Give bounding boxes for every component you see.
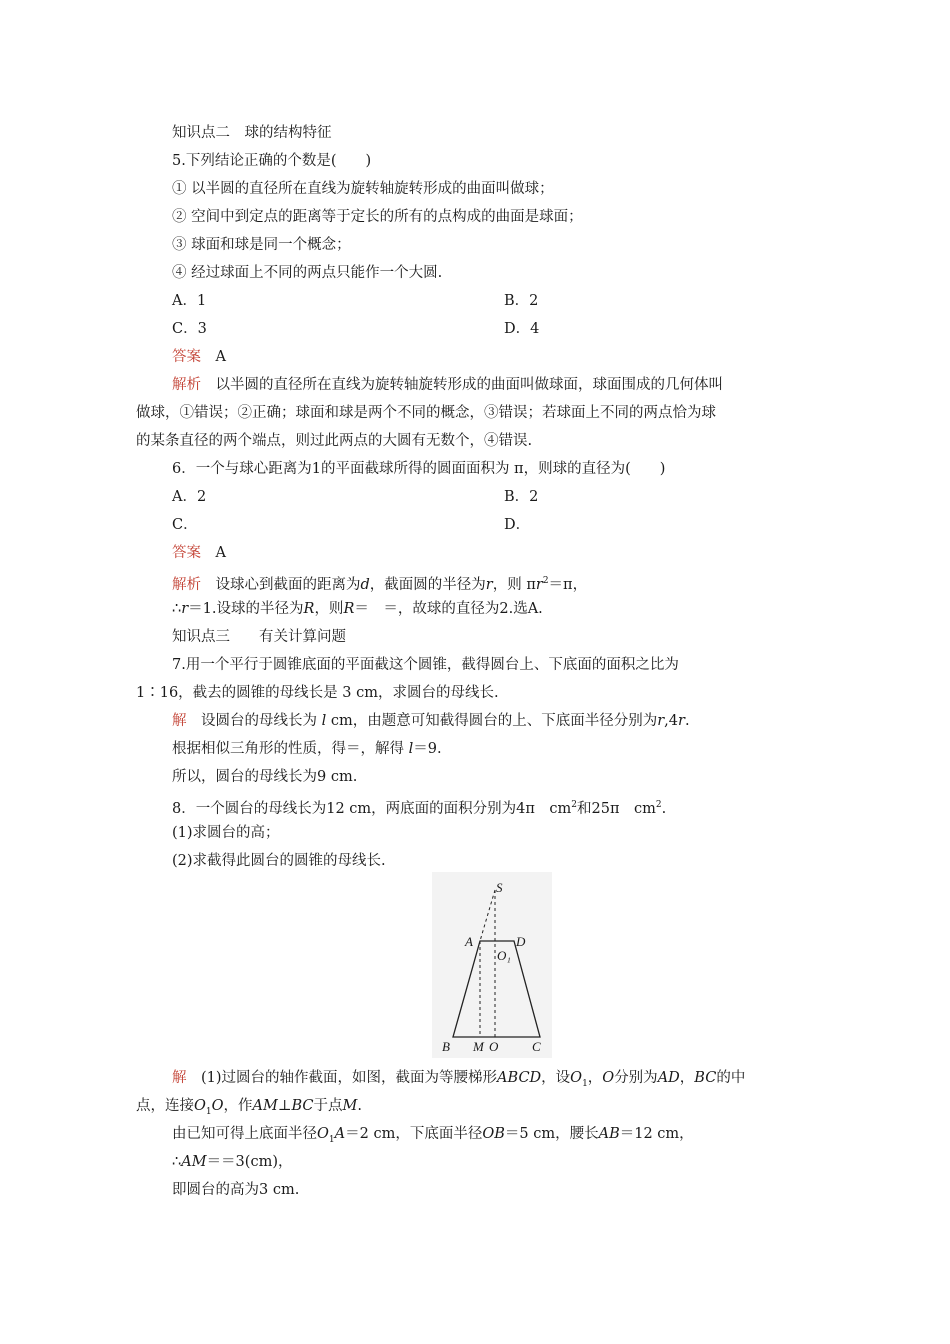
label-b: B — [442, 1039, 450, 1054]
answer-label: 答案 — [172, 545, 201, 561]
q8-solution-line-2: 点，连接$O_1O$，作AM⊥BC于点M. — [136, 1098, 362, 1117]
q6-answer — [172, 543, 226, 563]
section-heading-3: 知识点三 有关计算问题 — [172, 629, 346, 645]
q5-statement-3: ③ 球面和球是同一个概念； — [172, 237, 351, 253]
q5-option-d: D．4 — [504, 321, 540, 337]
q8-solution-line-1: 解 (1)过圆台的轴作截面，如图，截面为等腰梯形ABCD，设$O_1$，O分别为AD，BC的中 — [172, 1070, 746, 1089]
question-8-stem: 8．一个圆台的母线长为12 cm，两底面的面积分别为4π $cm^2$和25π $cm^2$. — [172, 800, 667, 817]
answer-label: 答案 — [172, 349, 201, 365]
q5-explanation-line-3: 的某条直径的两个端点，则过此两点的大圆有无数个，④错误. — [136, 433, 533, 449]
q6-option-c: C． — [172, 517, 198, 533]
question-6-stem: 6．一个与球心距离为1的平面截球所得的圆面面积为 π，则球的直径为( ) — [172, 461, 666, 477]
solution-label: 解 — [172, 1070, 187, 1086]
q8-solution-line-5: 即圆台的高为3 cm. — [172, 1182, 300, 1198]
q5-statement-1: ① 以半圆的直径所在直线为旋转轴旋转形成的曲面叫做球； — [172, 181, 554, 197]
extension-sa — [480, 890, 495, 941]
label-m: M — [473, 1039, 484, 1054]
q8-part-2: (2)求截得此圆台的圆锥的母线长. — [172, 853, 386, 869]
q8-solution-line-3: 由已知可得上底面半径$O_1A=2$ cm，下底面半径OB＝5 cm，腰长AB＝12 cm， — [172, 1126, 694, 1145]
label-c: C — [532, 1039, 541, 1054]
label-d: D — [516, 934, 526, 949]
q7-solution-line-2: 根据相似三角形的性质，得＝，解得 l＝9. — [172, 741, 442, 757]
q6-option-b: B．2 — [504, 489, 539, 505]
q5-explanation-line-2: 做球，①错误；②正确；球面和球是两个不同的概念，③错误；若球面上不同的两点恰为球 — [136, 405, 716, 421]
label-s: S — [496, 880, 503, 895]
q7-solution-line-1: 解 设圆台的母线长为 l cm，由题意可知截得圆台的上、下底面半径分别为r,4r. — [172, 713, 690, 729]
q6-option-a: A．2 — [172, 489, 207, 505]
q5-option-a: A．1 — [172, 293, 207, 309]
q5-option-c: C．3 — [172, 321, 207, 337]
solution-label: 解 — [172, 713, 187, 729]
answer-value: A — [215, 545, 226, 561]
q6-explanation-line-1: 解析 设球心到截面的距离为d，截面圆的半径为r，则 $\pi r^2=\pi$， — [172, 576, 588, 593]
trapezoid-figure — [432, 872, 552, 1058]
explanation-label: 解析 — [172, 576, 201, 593]
label-o: O — [489, 1039, 499, 1054]
q7-solution-line-3: 所以，圆台的母线长为9 cm. — [172, 769, 358, 785]
q5-answer — [172, 347, 226, 367]
question-7-stem-line-1: 7.用一个平行于圆锥底面的平面截这个圆锥，截得圆台上、下底面的面积之比为 — [172, 657, 679, 673]
question-5-stem: 5.下列结论正确的个数是( ) — [172, 153, 372, 169]
q5-explanation-line-1: 解析 以半圆的直径所在直线为旋转轴旋转形成的曲面叫做球面，球面围成的几何体叫 — [172, 377, 723, 393]
answer-value: A — [215, 349, 226, 365]
q5-statement-2: ② 空间中到定点的距离等于定长的所有的点构成的曲面是球面； — [172, 209, 583, 225]
question-7-stem-line-2: 1∶16，截去的圆锥的母线长是 3 cm，求圆台的母线长. — [136, 685, 499, 701]
q8-solution-line-4: ∴AM＝＝3(cm)， — [172, 1154, 293, 1170]
section-heading-2: 知识点二 球的结构特征 — [172, 125, 332, 141]
trapezoid-diagram — [432, 872, 552, 1058]
q6-option-d: D． — [504, 517, 531, 533]
q5-statement-4: ④ 经过球面上不同的两点只能作一个大圆. — [172, 265, 443, 281]
q5-option-b: B．2 — [504, 293, 539, 309]
label-a: A — [465, 934, 473, 949]
label-o1: O₁ — [497, 948, 511, 963]
q6-explanation-line-2: ∴r＝1.设球的半径为R，则R＝ ＝，故球的直径为2.选A. — [172, 601, 543, 617]
q8-part-1: (1)求圆台的高； — [172, 825, 280, 841]
explanation-label: 解析 — [172, 377, 201, 393]
